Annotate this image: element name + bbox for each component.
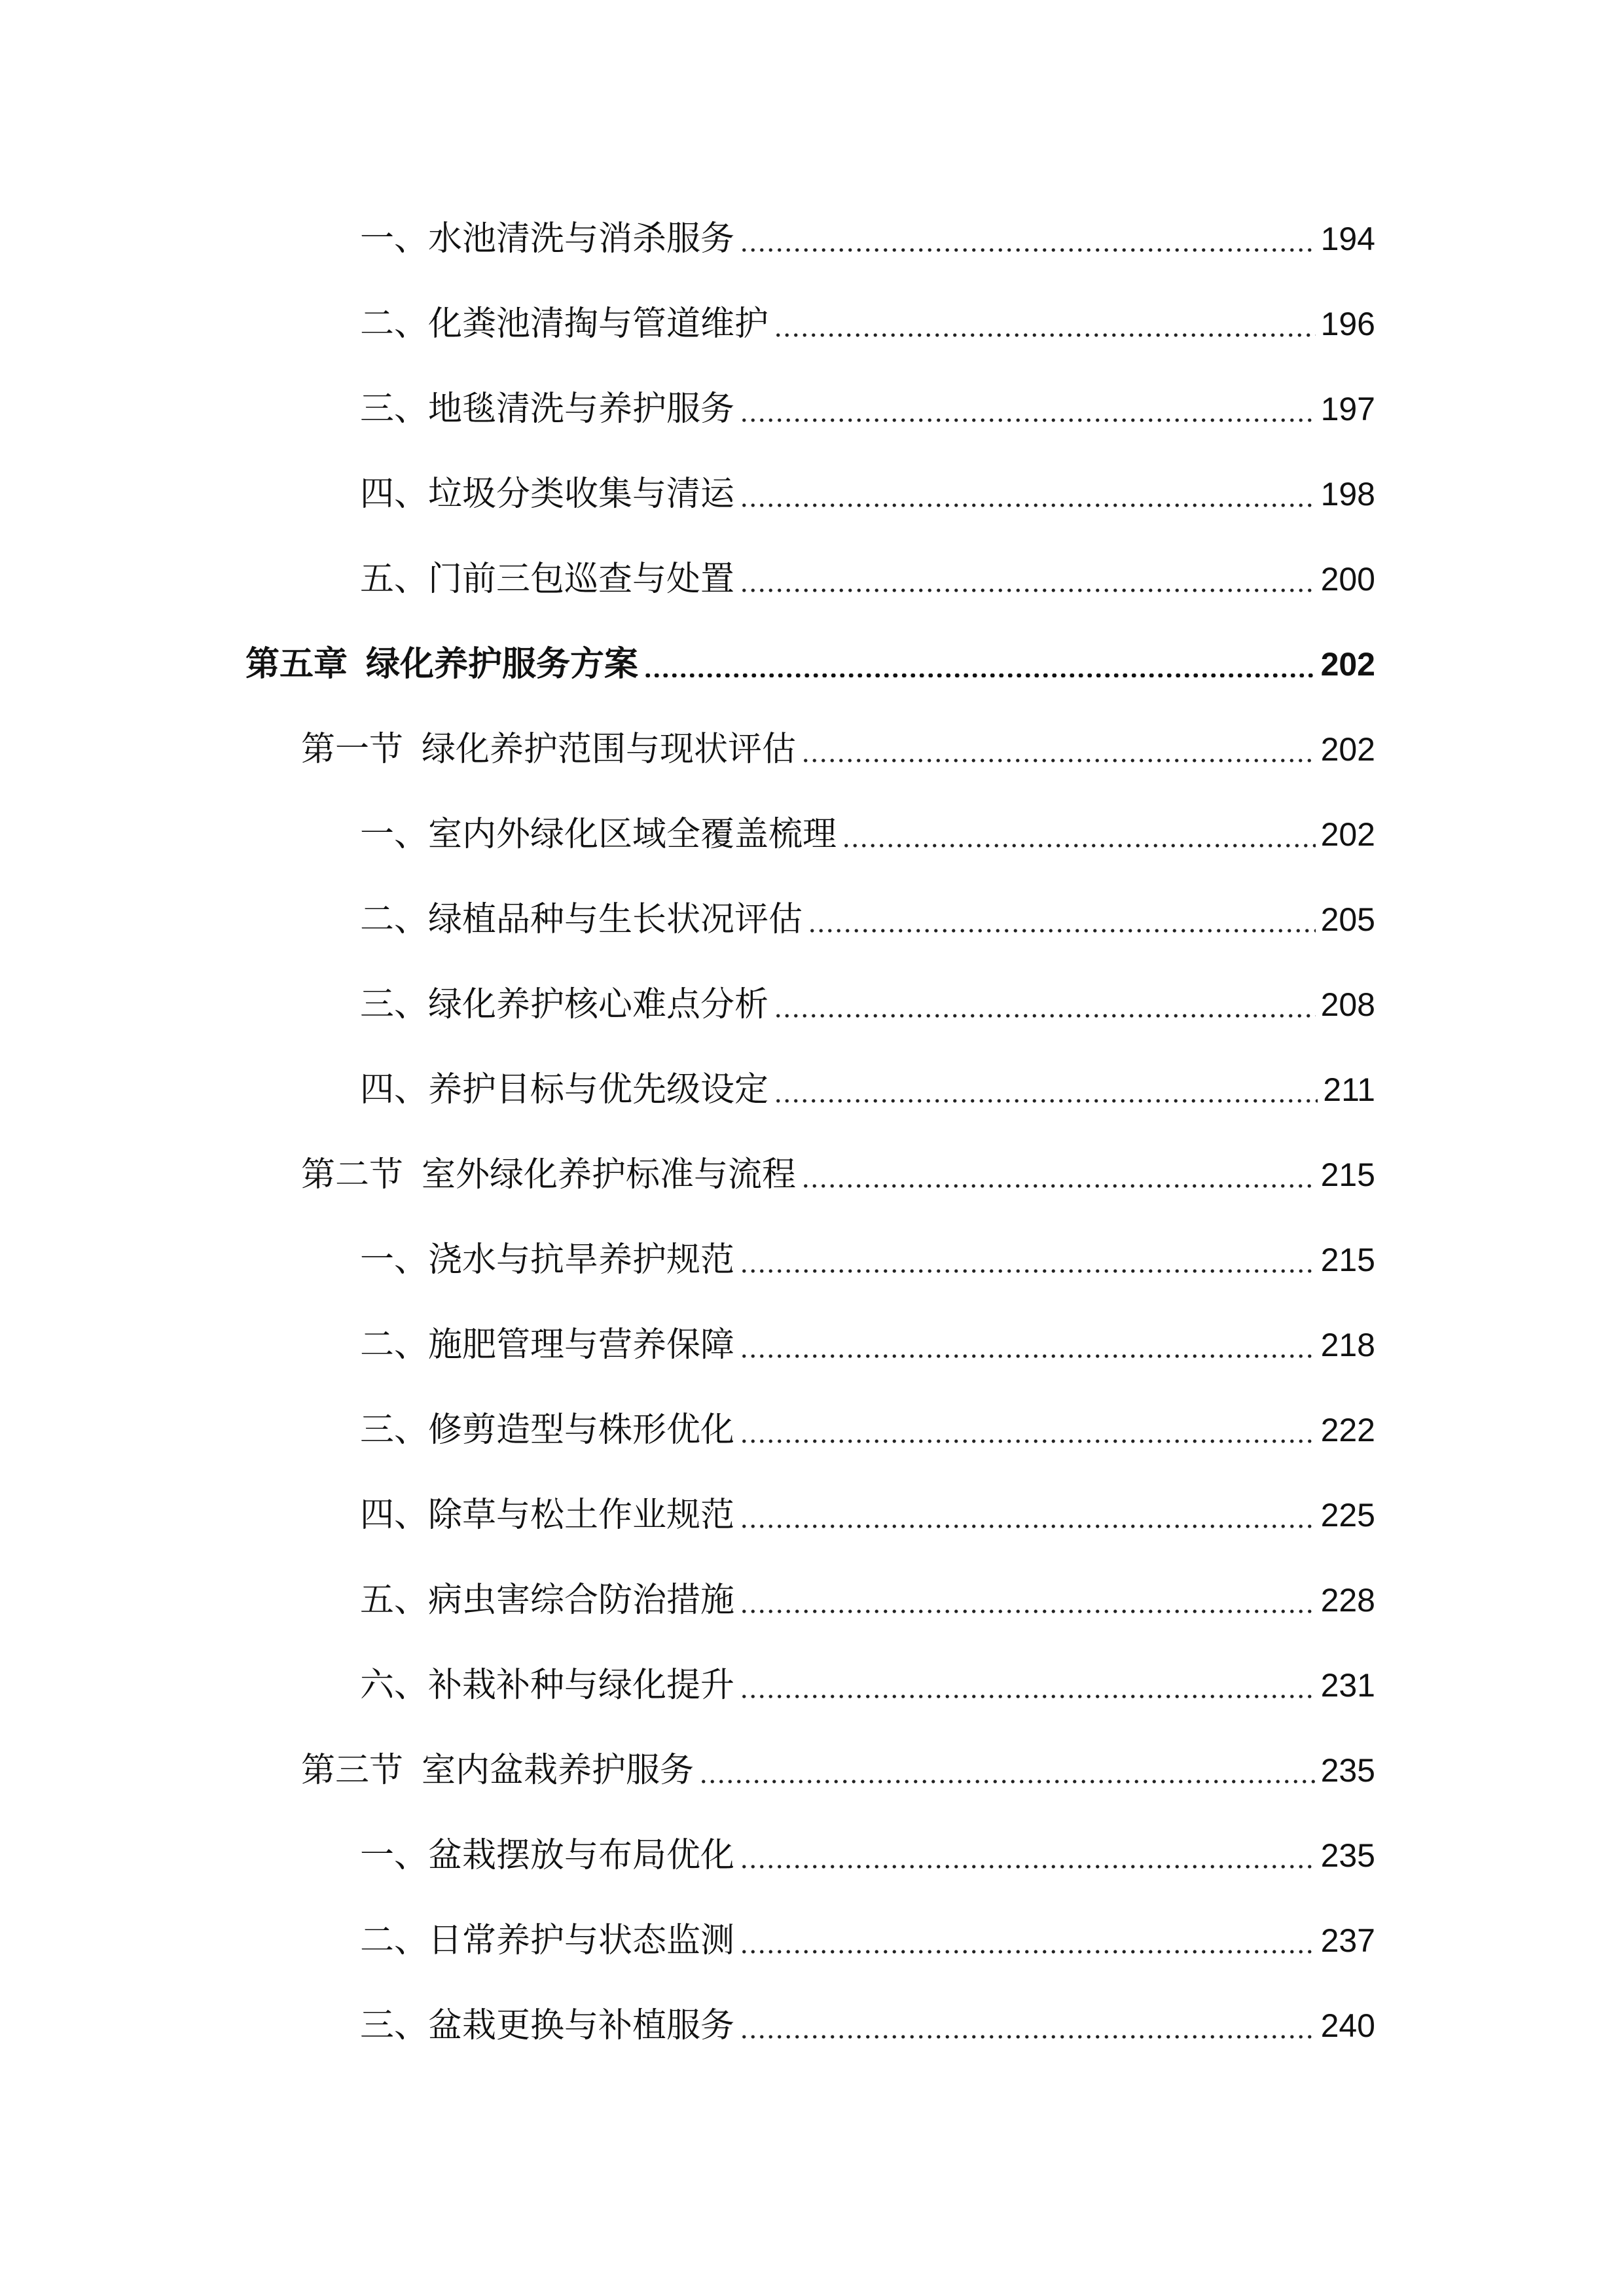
toc-entry-heading: 室内盆栽养护服务 — [422, 1751, 695, 1790]
toc-entry-title — [301, 1145, 796, 1204]
toc-entry-title — [301, 1741, 694, 1800]
toc-dot-leader — [740, 248, 1316, 252]
toc-entry-title: 一、浇水与抗旱养护规范 — [360, 1240, 735, 1280]
toc-page-number: 222 — [1320, 1412, 1375, 1448]
toc-dot-leader — [801, 1184, 1316, 1188]
toc-page-number: 198 — [1320, 476, 1375, 512]
toc-page-number: 240 — [1320, 2007, 1375, 2044]
toc-entry[interactable] — [360, 1060, 1375, 1119]
toc-entry-title: 六、补栽补种与绿化提升 — [360, 1666, 735, 1705]
toc-entry-title: 二、化粪池清掏与管道维护 — [360, 304, 769, 344]
toc-entry-prefix: 第一节 — [301, 730, 404, 769]
toc-dot-leader — [842, 844, 1316, 848]
toc-entry-title: 五、病虫害综合防治措施 — [360, 1581, 735, 1620]
toc-page-number: 202 — [1320, 731, 1375, 768]
toc-entry[interactable] — [360, 550, 1375, 609]
toc-dot-leader — [740, 503, 1316, 507]
toc-page-number: 200 — [1320, 561, 1375, 598]
toc-entry-title: 三、地毯清洗与养护服务 — [360, 389, 735, 429]
toc-entry-title — [245, 635, 638, 694]
toc-dot-leader — [643, 673, 1316, 677]
toc-page-number: 205 — [1320, 901, 1375, 938]
toc-entry-heading: 室外绿化养护标准与流程 — [422, 1155, 797, 1194]
toc-page-number: 235 — [1320, 1752, 1375, 1789]
toc-entry[interactable] — [360, 1316, 1375, 1374]
toc-entry[interactable] — [360, 890, 1375, 949]
toc-entry-title: 二、施肥管理与营养保障 — [360, 1325, 735, 1365]
toc-entry-prefix: 第五章 — [245, 645, 348, 684]
toc-page-number: 196 — [1320, 306, 1375, 342]
toc-page-number: 215 — [1320, 1157, 1375, 1193]
toc-entry[interactable] — [360, 1911, 1375, 1970]
toc-entry-title: 四、养护目标与优先级设定 — [360, 1070, 769, 1109]
toc-entry-title: 三、修剪造型与株形优化 — [360, 1410, 735, 1450]
toc-dot-leader — [740, 1609, 1316, 1613]
toc-dot-leader — [740, 1439, 1316, 1443]
toc-section-entry[interactable] — [301, 1741, 1375, 1800]
toc-entry-title: 四、垃圾分类收集与清运 — [360, 475, 735, 514]
toc-page-number: 202 — [1320, 646, 1375, 683]
toc-entry-prefix: 第二节 — [301, 1155, 404, 1194]
toc-entry[interactable] — [360, 295, 1375, 353]
toc-entry-title: 一、水池清洗与消杀服务 — [360, 219, 735, 259]
toc-dot-leader — [740, 1695, 1316, 1698]
toc-entry[interactable] — [360, 1996, 1375, 2055]
toc-entry-title: 四、除草与松土作业规范 — [360, 1496, 735, 1535]
toc-dot-leader — [740, 1354, 1316, 1358]
toc-page-number: 228 — [1320, 1582, 1375, 1619]
toc-page-number: 218 — [1320, 1327, 1375, 1363]
toc-entry-title: 一、室内外绿化区域全覆盖梳理 — [360, 815, 837, 854]
toc-dot-leader — [740, 1524, 1316, 1528]
toc-entry[interactable] — [360, 1826, 1375, 1885]
toc-entry[interactable] — [360, 1401, 1375, 1460]
toc-entry[interactable] — [360, 975, 1375, 1034]
toc-dot-leader — [740, 1269, 1316, 1273]
toc-dot-leader — [740, 2035, 1316, 2039]
toc-entry[interactable] — [360, 380, 1375, 439]
toc-section-entry[interactable] — [301, 1145, 1375, 1204]
toc-dot-leader — [808, 929, 1316, 933]
toc-dot-leader — [740, 1865, 1316, 1869]
toc-entry-title: 二、日常养护与状态监测 — [360, 1921, 735, 1960]
toc-entry[interactable] — [360, 209, 1375, 268]
toc-entry[interactable] — [360, 465, 1375, 524]
toc-page-number: 231 — [1320, 1667, 1375, 1704]
toc-entry-title: 五、门前三包巡查与处置 — [360, 560, 735, 599]
toc-dot-leader — [740, 588, 1316, 592]
toc-entry-heading: 绿化养护范围与现状评估 — [422, 730, 797, 769]
toc-entry[interactable] — [360, 1230, 1375, 1289]
toc-entry[interactable] — [360, 1656, 1375, 1715]
toc-entry-title — [301, 720, 796, 779]
toc-entry[interactable] — [360, 1571, 1375, 1630]
toc-entry-prefix: 第三节 — [301, 1751, 404, 1790]
toc-entry-title: 一、盆栽摆放与布局优化 — [360, 1836, 735, 1875]
toc-dot-leader — [699, 1780, 1316, 1784]
toc-page-number: 225 — [1320, 1497, 1375, 1534]
toc-page-number: 208 — [1320, 986, 1375, 1023]
toc-entry-title: 三、绿化养护核心难点分析 — [360, 985, 769, 1024]
toc-page-number: 215 — [1320, 1242, 1375, 1278]
toc-page-number: 194 — [1320, 221, 1375, 257]
toc-dot-leader — [774, 1014, 1316, 1018]
toc-dot-leader — [740, 1950, 1316, 1954]
toc-page-number: 202 — [1320, 816, 1375, 853]
toc-dot-leader — [801, 759, 1316, 762]
toc-page-number: 197 — [1320, 391, 1375, 427]
toc-section-entry[interactable] — [301, 720, 1375, 779]
toc-dot-leader — [740, 418, 1316, 422]
toc-entry-title: 三、盆栽更换与补植服务 — [360, 2006, 735, 2045]
toc-entry-heading: 绿化养护服务方案 — [366, 645, 639, 684]
toc-entry-title: 二、绿植品种与生长状况评估 — [360, 900, 803, 939]
toc-chapter-entry[interactable] — [245, 635, 1375, 694]
toc-entry[interactable] — [360, 805, 1375, 864]
toc-page-number: 235 — [1320, 1837, 1375, 1874]
toc-dot-leader — [774, 1099, 1318, 1103]
toc-page-number: 211 — [1323, 1071, 1375, 1108]
toc-dot-leader — [774, 333, 1316, 337]
toc-entry[interactable] — [360, 1486, 1375, 1545]
toc-page-number: 237 — [1320, 1922, 1375, 1959]
